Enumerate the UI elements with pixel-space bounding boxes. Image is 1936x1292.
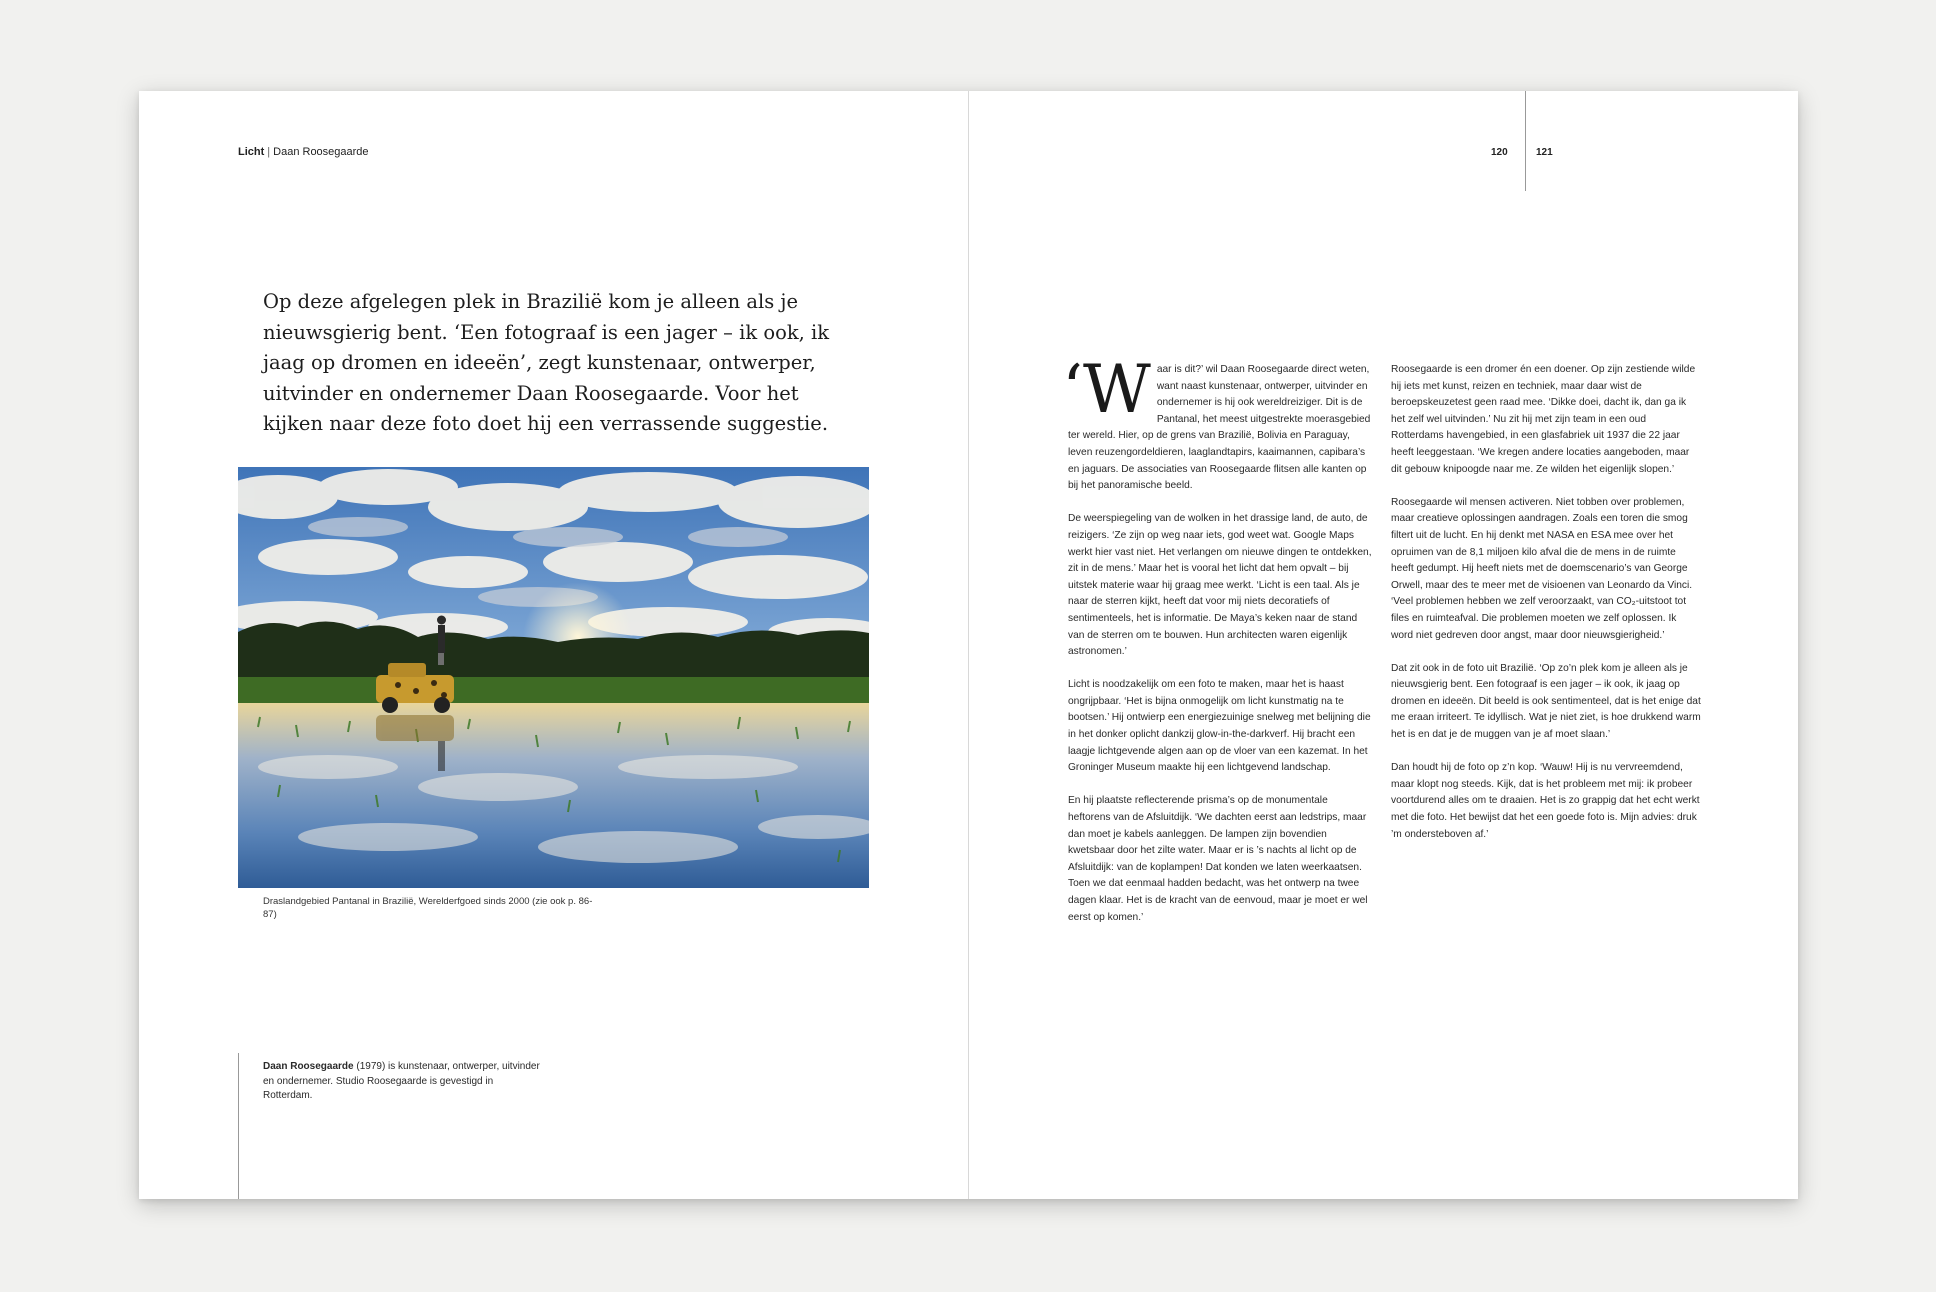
paragraph: Roosegaarde is een dromer én een doener. Op zijn zestiende wilde hij iets met kunst, reizen en techniek, maar daar wist de beroepskeuzetest geen raad mee. ‘Dikke doei, dacht ik, dan ga ik het zelf wel uitvinden.’ Nu zit hij met zijn team in een oud Rotterdams havengebied, in een glasfabriek uit 1937 die 22 jaar heeft leeggestaan. ‘We kregen andere locaties aangeboden, maar dit gebouw knipoogde naar me. Ze wilden het eigenlijk slopen.’ — [1391, 364, 1696, 475]
paragraph: En hij plaatste reflecterende prisma’s op de monumentale heftorens van de Afsluitdijk. ‘We dachten eerst aan ledstrips, maar dan moet je kabels aanleggen. De lampen zijn bovendien kwetsbaar door het zilte water. Maar er is ’s nachts al licht op de Afsluitdijk: van de koplampen! Dat konden we laten weerkaatsen. Toen we dat eenmaal hadden bedacht, was het ontwerp na twee dagen klaar. Het is de kracht van de eenvoud, maar je moet er wel eerst op komen.’ — [1068, 795, 1368, 923]
page-number-left: 120 — [1491, 147, 1508, 158]
running-head-separator: | — [267, 146, 271, 158]
drop-cap: ‘W — [1062, 351, 1151, 428]
bio-name: Daan Roosegaarde — [263, 1061, 354, 1072]
paragraph-text: aar is dit?’ wil Daan Roosegaarde direct weten, want naast kunstenaar, ontwerper, uitvinder en ondernemer is hij ook wereldreiziger. Dit is de Pantanal, het meest uitgestrekte moerasgebied ter wereld. Hier, op de grens van Brazilië, Bolivia en Paraguay, leven reuzengordeldieren, laaglandtapirs, kaaimannen, capibara’s en jaguars. De associaties van Roosegaarde flitsen alle kanten op bij het panoramische beeld. — [1068, 364, 1371, 492]
right-page — [969, 91, 1798, 1199]
page-number-right: 121 — [1536, 147, 1553, 158]
running-head-section: Licht — [238, 146, 265, 158]
paragraph: Roosegaarde wil mensen activeren. Niet tobben over problemen, maar creatieve oplossingen aandragen. Zoals een toren die smog filtert uit de lucht. En hij denkt met NASA en ESA mee over het opruimen van de 8,1 miljoen kilo afval die de mens in de ruimte heeft gedumpt. Hij heeft niets met de doemscenario’s van George Orwell, maar des te meer met de visioenen van Leonardo da Vinci. ‘Veel problemen hebben we zelf veroorzaakt, van CO₂-uitstoot tot files en ruimteafval. Die problemen moeten we zelf oplossen. Ik word niet gedreven door angst, maar door nieuwsgierigheid.’ — [1391, 496, 1693, 641]
bio-rule — [238, 1053, 239, 1199]
intro-paragraph: Op deze afgelegen plek in Brazilië kom je alleen als je nieuwsgierig bent. ‘Een fotograaf is een jager – ik ook, ik jaag op dromen en ideeën’, zegt kunstenaar, ontwerper, uitvinder en ondernemer Daan Roosegaarde. Voor het kijken naar deze foto doet hij een verrassende suggestie. — [263, 290, 830, 435]
bio-text: (1979) is kunstenaar, ontwerper, uitvinder en ondernemer. Studio Roosegaarde is gevestigd in Rotterdam. — [263, 1061, 540, 1101]
running-head — [238, 146, 369, 158]
photo-caption: Draslandgebied Pantanal in Brazilië, Werelderfgoed sinds 2000 (zie ook p. 86-87) — [263, 896, 593, 920]
paragraph: Licht is noodzakelijk om een foto te maken, maar het is haast ongrijpbaar. ‘Het is bijna onmogelijk om licht kunstmatig na te bootsen.’ Hij ontwierp een energiezuinige snelweg met belijning die in het donker oplicht dankzij glow-in-the-darkverf. Hij bracht een laagje lichtgevende algen aan op de vloer van een kazemat. In het Groninger Museum maakte hij een lichtgevend landschap. — [1068, 679, 1371, 774]
text-column-1 — [1062, 351, 1372, 943]
paragraph: Dan houdt hij de foto op z’n kop. ‘Wauw! Hij is nu vervreemdend, maar klopt nog steeds. Kijk, dat is het probleem met mij: ik probeer voortdurend alles om te draaien. Het is zo grappig dat het echt werkt met die foto. Het bewijst dat het een goede foto is. Mijn advies: druk ’m ondersteboven af.’ — [1391, 762, 1700, 840]
paragraph: Dat zit ook in de foto uit Brazilië. ‘Op zo’n plek kom je alleen als je nieuwsgierig bent. Een fotograaf is een jager – ik ook, ik jaag op dromen en ideeën. Dit beeld is ook sentimenteel, dat is het enige dat me eraan irriteert. Te idyllisch. Wat je niet ziet, is hoe drukkend warm het is en dat je de muggen van je af moet slaan.’ — [1391, 662, 1701, 741]
running-head-author: Daan Roosegaarde — [273, 146, 369, 158]
text-column-2 — [1391, 362, 1701, 860]
folio-rule — [1525, 91, 1526, 191]
book-spread — [139, 91, 1798, 1199]
author-bio — [263, 1060, 543, 1104]
left-page — [139, 91, 968, 1199]
paragraph — [1062, 351, 1372, 495]
paragraph: De weerspiegeling van de wolken in het drassige land, de auto, de reizigers. ‘Ze zijn op weg naar iets, god weet wat. Google Maps werkt hier vast niet. Het verlangen om nieuwe dingen te ontdekken, zit in de mens.’ Maar het is vooral het licht dat hem opvalt – bij uitstek materie waar hij graag mee werkt. ‘Licht is een taal. Als je naar de sterren kijkt, heeft dat voor mij niets decoratiefs of sentimenteels, het is informatie. De Maya’s keken naar de stand van de sterren om te bouwen. Hun architecten waren eigenlijk astronomen.’ — [1068, 513, 1372, 658]
pantanal-photo — [238, 467, 869, 888]
